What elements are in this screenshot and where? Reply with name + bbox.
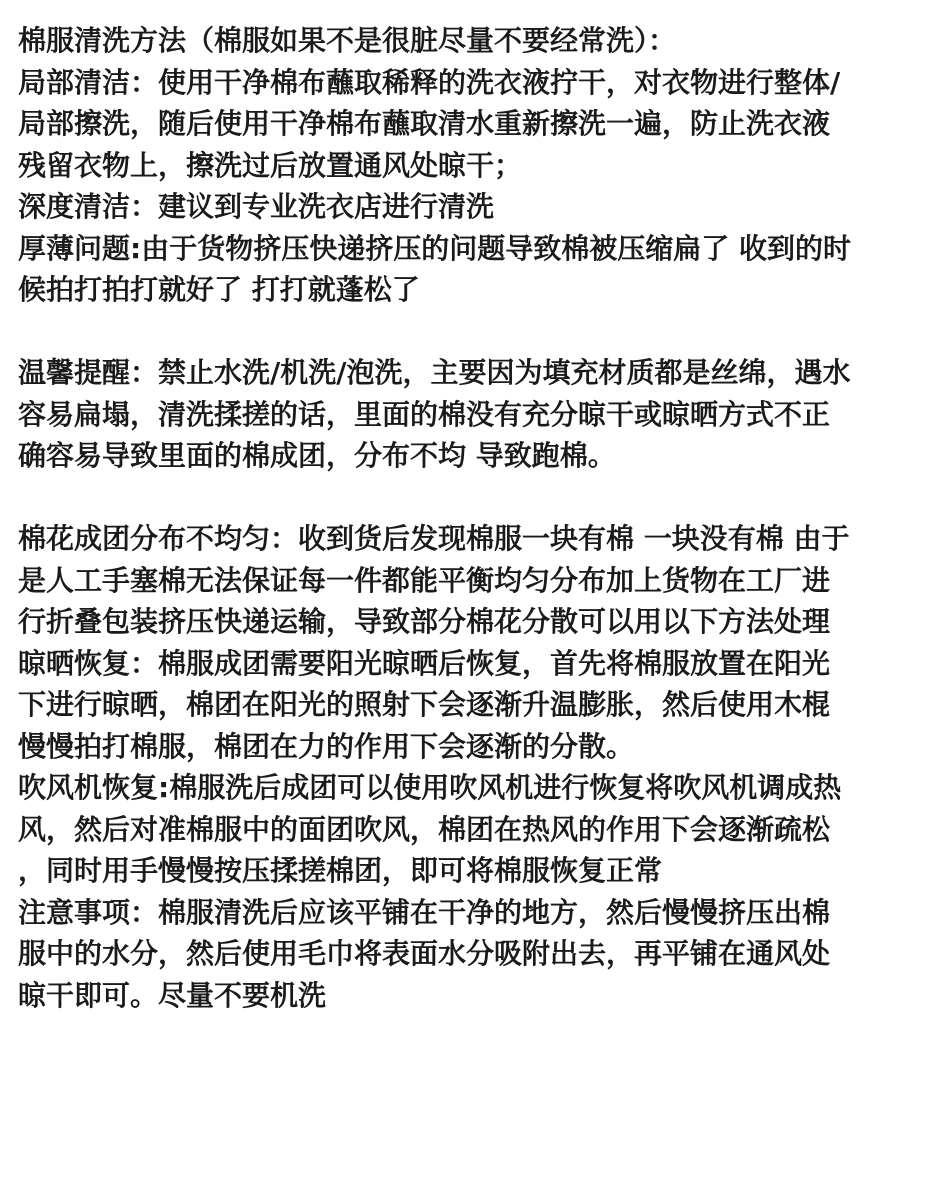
text-line: 残留衣物上，擦洗过后放置通风处晾干；	[18, 148, 523, 182]
text-line: ，同时用手慢慢按压揉搓棉团，即可将棉服恢复正常	[18, 854, 663, 887]
text-line: 局部清洁：使用干净棉布蘸取稀释的洗衣液拧干，对衣物进行整体/	[18, 65, 841, 99]
care-instructions-document	[18, 20, 918, 1016]
paragraph-gap	[18, 477, 918, 519]
text-line: 确容易导致里面的棉成团，分布不均 导致跑棉。	[18, 439, 616, 472]
text-line: 下进行晾晒，棉团在阳光的照射下会逐渐升温膨胀，然后使用木棍	[18, 688, 831, 721]
text-line: 厚薄问题:由于货物挤压快递挤压的问题导致棉被压缩扁了 收到的时	[18, 231, 851, 265]
text-line: 局部擦洗，随后使用干净棉布蘸取清水重新擦洗一遍，防止洗衣液	[18, 107, 831, 140]
paragraph-gap	[18, 311, 918, 353]
text-line: 棉服清洗方法（棉服如果不是很脏尽量不要经常洗）：	[18, 24, 677, 57]
text-line: 行折叠包装挤压快递运输，导致部分棉花分散可以用以下方法处理	[18, 605, 831, 638]
text-line: 候拍打拍打就好了 打打就蓬松了	[18, 273, 420, 306]
text-line: 注意事项：棉服清洗后应该平铺在干净的地方，然后慢慢挤压出棉	[18, 895, 831, 929]
text-line: 深度清洁：建议到专业洗衣店进行清洗	[18, 190, 495, 223]
text-line: 是人工手塞棉无法保证每一件都能平衡均匀分布加上货物在工厂进	[18, 563, 831, 597]
text-line: 吹风机恢复:棉服洗后成团可以使用吹风机进行恢复将吹风机调成热	[18, 771, 842, 804]
text-line: 服中的水分，然后使用毛巾将表面水分吸附出去，再平铺在通风处	[18, 937, 831, 970]
text-line: 风，然后对准棉服中的面团吹风，棉团在热风的作用下会逐渐疏松	[18, 812, 831, 846]
text-line: 晾干即可。尽量不要机洗	[18, 978, 327, 1012]
text-line: 晾晒恢复：棉服成团需要阳光晾晒后恢复，首先将棉服放置在阳光	[18, 646, 831, 680]
text-line: 温馨提醒：禁止水洗/机洗/泡洗，主要因为填充材质都是丝绵，遇水	[18, 356, 851, 389]
text-line: 慢慢拍打棉服，棉团在力的作用下会逐渐的分散。	[18, 729, 635, 763]
text-line: 容易扁塌，清洗揉搓的话，里面的棉没有充分晾干或晾晒方式不正	[18, 397, 831, 431]
text-line: 棉花成团分布不均匀：收到货后发现棉服一块有棉 一块没有棉 由于	[18, 522, 850, 555]
